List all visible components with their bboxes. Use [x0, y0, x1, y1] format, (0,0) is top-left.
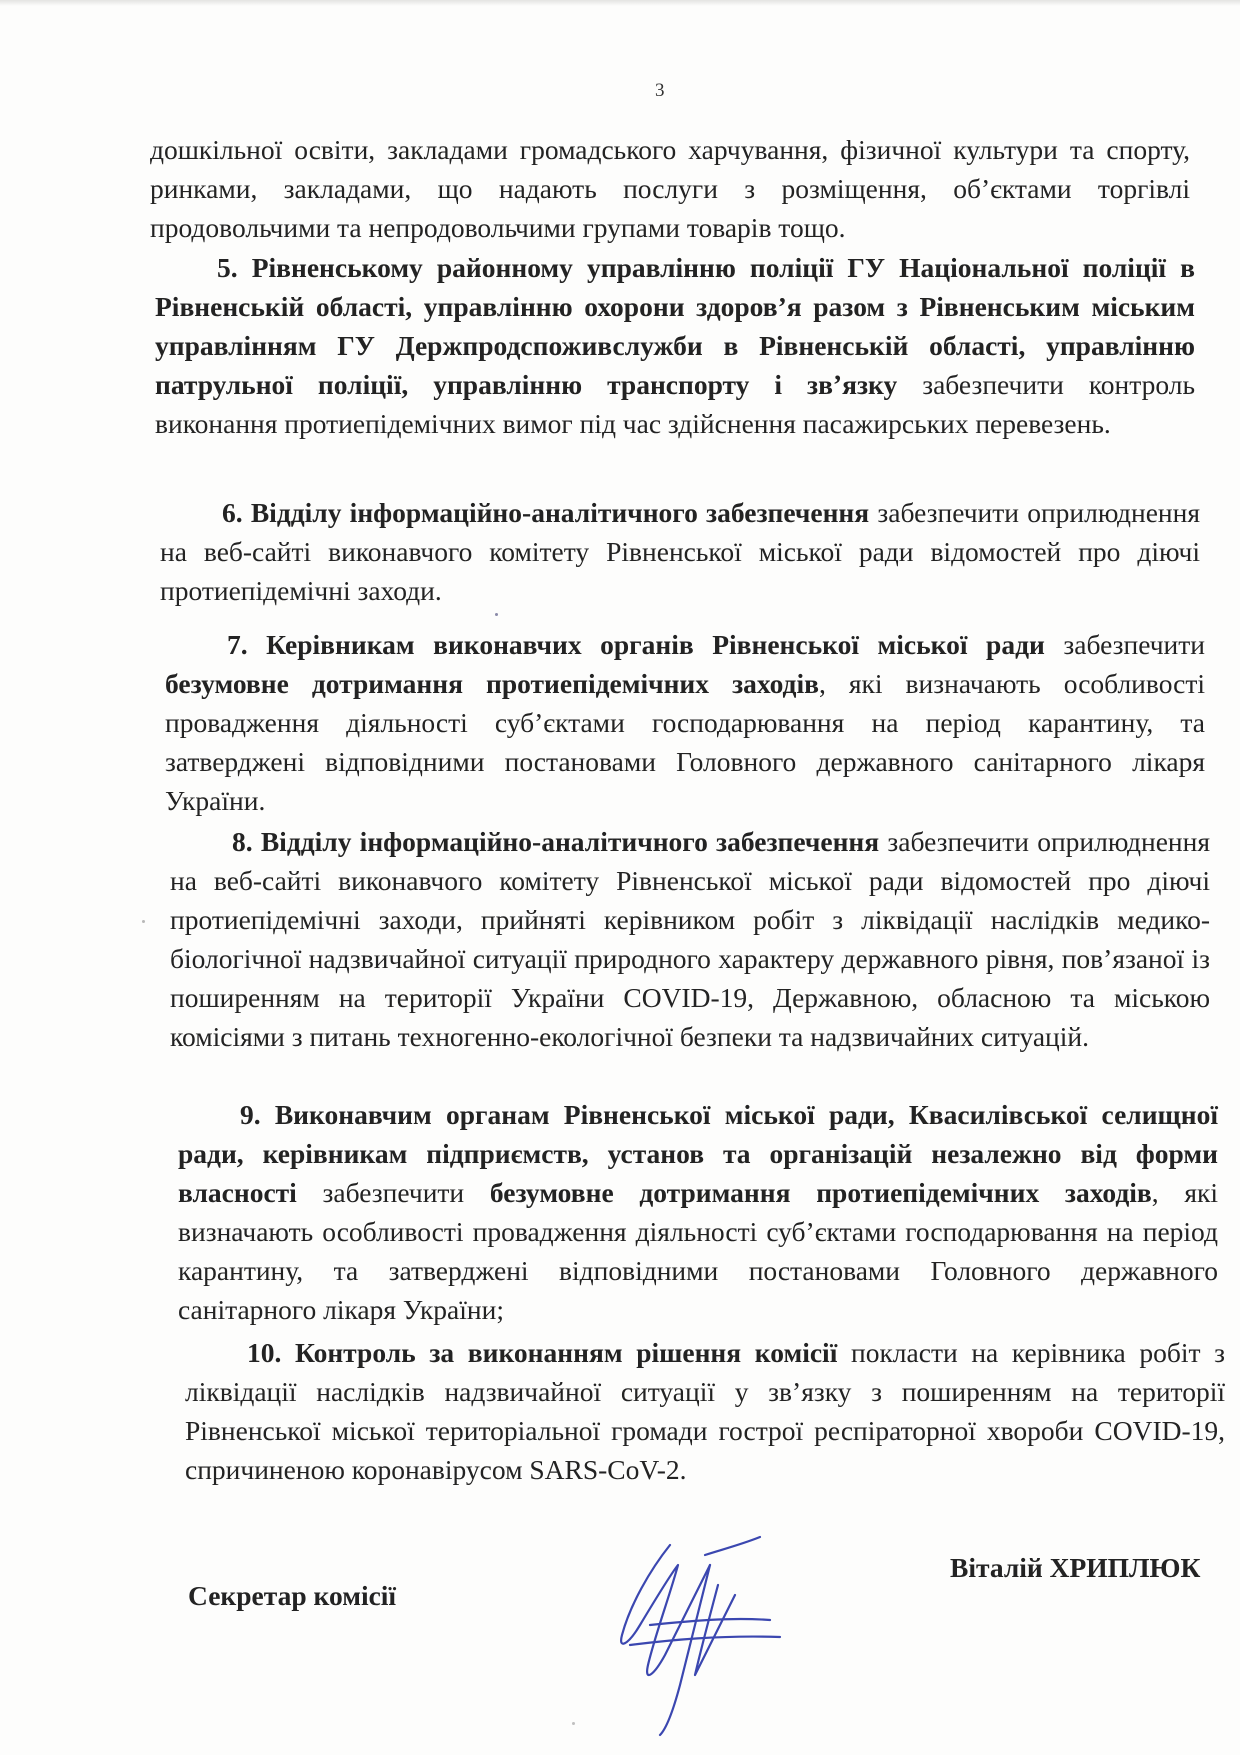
item-5-text: забезпечити контроль виконання протиепідемічних вимог під час здійснення пасажирських перевезень.	[155, 369, 1196, 439]
item-5-addressees: Рівненському районному управлінню поліції ГУ Національної поліції в Рівненській області, управлінню охорони здоров’я разом з Рівненським міським управлінням ГУ Держпродспоживслужби в Рівненській області, управлінню патрульної поліції, управлінню транспорту і звʼязку	[155, 252, 1195, 400]
item-6-paragraph	[160, 493, 1200, 610]
item-5-number: 5.	[217, 252, 238, 283]
intro-text: дошкільної освіти, закладами громадського харчування, фізичної культури та спорту, ринками, закладами, що надають послуги з розміщення, об’єктами торгівлі продовольчими та непродовольчими групами товарів тощо.	[150, 134, 1190, 243]
scan-speck	[495, 613, 498, 616]
item-10-text: покласти на керівника робіт з ліквідації наслідків надзвичайної ситуації у зв’язку з поширенням на території Рівненської міської територіальної громади гострої респіраторної хвороби COVID-19, спричиненою коронавірусом SARS-CoV-2.	[185, 1337, 1226, 1485]
handwritten-signature-icon	[610, 1525, 820, 1745]
page-number: 3	[655, 80, 665, 101]
item-10	[185, 1333, 1225, 1489]
item-7-addressee: Керівникам виконавчих органів Рівненської міської ради	[266, 629, 1045, 660]
scan-edge	[0, 0, 1240, 6]
item-9-addressees: Виконавчим органам Рівненської міської ради, Квасилівської селищної ради, керівникам підприємств, установ та організацій незалежно від форми власності	[178, 1099, 1219, 1208]
signatory-title: Секретар комісії	[188, 1580, 397, 1611]
item-5-paragraph	[155, 248, 1195, 443]
item-6-addressee: Відділу інформаційно-аналітичного забезпечення	[250, 497, 870, 528]
item-10-subject: Контроль за виконанням рішення комісії	[295, 1337, 838, 1368]
item-7-text-2: , які визначають особливості провадження діяльності суб’єктами господарювання на період карантину, та затверджені відповідними постановами Головного державного санітарного лікаря України.	[165, 668, 1205, 816]
item-5	[155, 248, 1195, 443]
item-9	[178, 1095, 1218, 1329]
item-9-text-2: , які визначають особливості провадження діяльності суб’єктами господарювання на період карантину, та затверджені відповідними постановами Головного державного санітарного лікаря України;	[178, 1177, 1218, 1325]
item-10-paragraph	[185, 1333, 1225, 1489]
item-9-emphasis: безумовне дотримання протиепідемічних заходів	[489, 1177, 1152, 1208]
intro-paragraph	[150, 130, 1190, 247]
item-9-text-1: забезпечити	[322, 1177, 465, 1208]
item-10-number: 10.	[247, 1337, 282, 1368]
item-7-text-1: забезпечити	[1063, 629, 1205, 660]
scan-speck	[572, 1722, 575, 1725]
item-7-paragraph	[165, 625, 1205, 820]
item-6	[160, 493, 1200, 610]
item-9-number: 9.	[240, 1099, 261, 1130]
item-6-text: забезпечити оприлюднення на веб-сайті виконавчого комітету Рівненської міської ради відомостей про діючі протиепідемічні заходи.	[160, 497, 1201, 606]
signatory-name: Віталій ХРИПЛЮК	[950, 1552, 1201, 1583]
item-6-number: 6.	[222, 497, 243, 528]
item-7-emphasis: безумовне дотримання протиепідемічних заходів	[165, 668, 819, 699]
item-9-paragraph	[178, 1095, 1218, 1329]
item-8	[170, 822, 1210, 1056]
item-8-addressee: Відділу інформаційно-аналітичного забезпечення	[260, 826, 880, 857]
item-8-text: забезпечити оприлюднення на веб-сайті виконавчого комітету Рівненської міської ради відомостей про діючі протиепідемічні заходи, прийняті керівником робіт з ліквідації наслідків медико-біологічної надзвичайної ситуації природного характеру державного рівня, пов’язаної із поширенням на території України COVID-19, Державною, обласною та міською комісіями з питань техногенно-екологічної безпеки та надзвичайних ситуацій.	[170, 826, 1211, 1052]
item-8-number: 8.	[232, 826, 253, 857]
item-7-number: 7.	[227, 629, 248, 660]
item-8-paragraph	[170, 822, 1210, 1056]
scan-speck	[142, 920, 145, 923]
item-7	[165, 625, 1205, 820]
